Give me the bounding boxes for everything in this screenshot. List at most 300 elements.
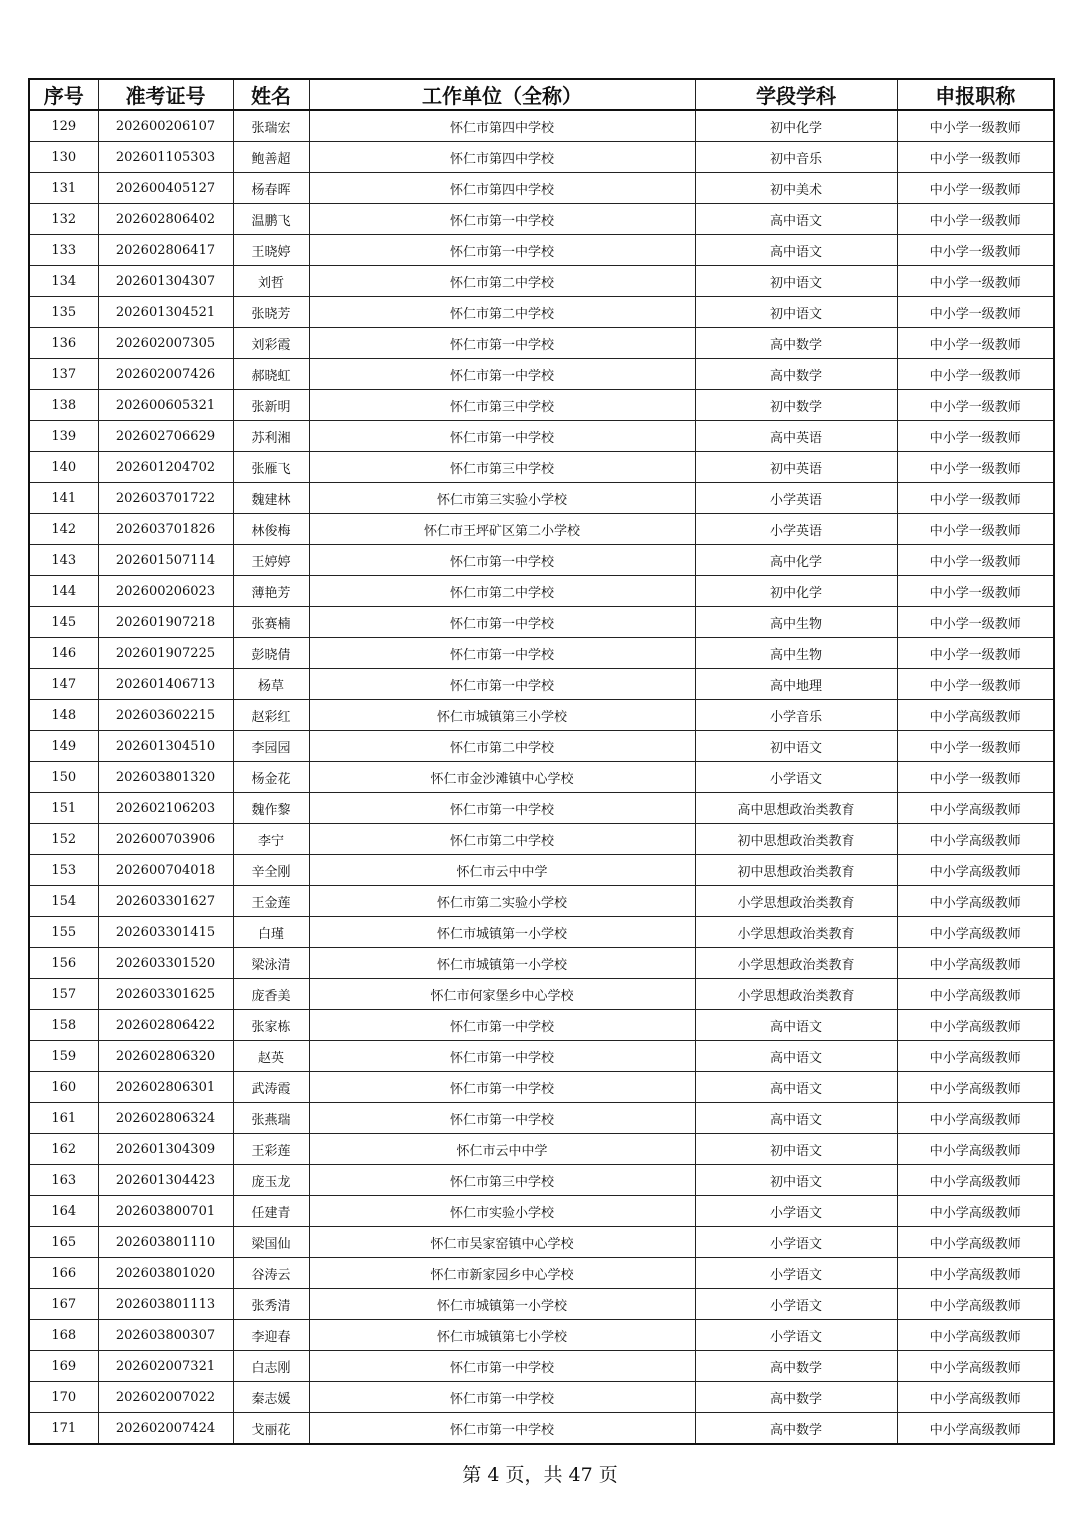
cell-name: 戈丽花 [233, 1413, 309, 1445]
cell-work-unit: 怀仁市新家园乡中心学校 [309, 1258, 695, 1289]
cell-exam-id: 202603301627 [98, 886, 233, 917]
table-row [29, 917, 1054, 948]
cell-serial-no: 155 [29, 917, 98, 948]
cell-name: 郝晓虹 [233, 359, 309, 390]
table-row [29, 483, 1054, 514]
cell-serial-no: 166 [29, 1258, 98, 1289]
cell-serial-no: 154 [29, 886, 98, 917]
cell-exam-id: 202603801110 [98, 1227, 233, 1258]
cell-work-unit: 怀仁市城镇第一小学校 [309, 948, 695, 979]
cell-subject: 初中美术 [695, 173, 897, 204]
cell-exam-id: 202602007305 [98, 328, 233, 359]
cell-subject: 小学语文 [695, 762, 897, 793]
cell-name: 李宁 [233, 824, 309, 855]
cell-exam-id: 202603701826 [98, 514, 233, 545]
cell-title-applied: 中小学一级教师 [897, 576, 1054, 607]
table-row [29, 700, 1054, 731]
cell-work-unit: 怀仁市云中中学 [309, 1134, 695, 1165]
cell-name: 王婷婷 [233, 545, 309, 576]
cell-title-applied: 中小学一级教师 [897, 359, 1054, 390]
cell-name: 王晓婷 [233, 235, 309, 266]
cell-subject: 小学思想政治类教育 [695, 886, 897, 917]
cell-exam-id: 202602007022 [98, 1382, 233, 1413]
table-row [29, 948, 1054, 979]
cell-title-applied: 中小学一级教师 [897, 328, 1054, 359]
cell-work-unit: 怀仁市第二中学校 [309, 824, 695, 855]
table-row [29, 638, 1054, 669]
cell-subject: 高中数学 [695, 1351, 897, 1382]
cell-work-unit: 怀仁市第二实验小学校 [309, 886, 695, 917]
cell-exam-id: 202601204702 [98, 452, 233, 483]
cell-title-applied: 中小学高级教师 [897, 1041, 1054, 1072]
cell-subject: 高中语文 [695, 204, 897, 235]
table-row [29, 855, 1054, 886]
cell-serial-no: 147 [29, 669, 98, 700]
cell-serial-no: 145 [29, 607, 98, 638]
cell-work-unit: 怀仁市第一中学校 [309, 1010, 695, 1041]
cell-name: 薄艳芳 [233, 576, 309, 607]
cell-subject: 小学语文 [695, 1227, 897, 1258]
table-row [29, 421, 1054, 452]
cell-subject: 小学语文 [695, 1320, 897, 1351]
cell-serial-no: 151 [29, 793, 98, 824]
cell-serial-no: 144 [29, 576, 98, 607]
cell-name: 李园园 [233, 731, 309, 762]
cell-name: 杨春晖 [233, 173, 309, 204]
cell-name: 刘彩霞 [233, 328, 309, 359]
cell-serial-no: 132 [29, 204, 98, 235]
cell-exam-id: 202603801020 [98, 1258, 233, 1289]
cell-work-unit: 怀仁市第三中学校 [309, 452, 695, 483]
cell-exam-id: 202600206107 [98, 110, 233, 142]
cell-subject: 高中数学 [695, 359, 897, 390]
cell-subject: 初中音乐 [695, 142, 897, 173]
cell-title-applied: 中小学一级教师 [897, 452, 1054, 483]
cell-exam-id: 202601304309 [98, 1134, 233, 1165]
cell-name: 林俊梅 [233, 514, 309, 545]
cell-title-applied: 中小学高级教师 [897, 1351, 1054, 1382]
cell-name: 鲍善超 [233, 142, 309, 173]
cell-subject: 初中英语 [695, 452, 897, 483]
table-row [29, 514, 1054, 545]
cell-serial-no: 130 [29, 142, 98, 173]
cell-exam-id: 202601105303 [98, 142, 233, 173]
cell-subject: 高中思想政治类教育 [695, 793, 897, 824]
cell-work-unit: 怀仁市第一中学校 [309, 1382, 695, 1413]
table-row [29, 1289, 1054, 1320]
cell-name: 刘哲 [233, 266, 309, 297]
cell-name: 张赛楠 [233, 607, 309, 638]
cell-subject: 高中化学 [695, 545, 897, 576]
cell-name: 辛全刚 [233, 855, 309, 886]
cell-title-applied: 中小学一级教师 [897, 390, 1054, 421]
cell-serial-no: 150 [29, 762, 98, 793]
cell-work-unit: 怀仁市城镇第一小学校 [309, 1289, 695, 1320]
table-row [29, 1134, 1054, 1165]
cell-name: 秦志媛 [233, 1382, 309, 1413]
table-row [29, 235, 1054, 266]
cell-exam-id: 202602806417 [98, 235, 233, 266]
cell-subject: 初中语文 [695, 731, 897, 762]
cell-title-applied: 中小学一级教师 [897, 110, 1054, 142]
cell-subject: 高中数学 [695, 328, 897, 359]
table-row [29, 1258, 1054, 1289]
cell-serial-no: 158 [29, 1010, 98, 1041]
cell-work-unit: 怀仁市城镇第七小学校 [309, 1320, 695, 1351]
cell-title-applied: 中小学一级教师 [897, 235, 1054, 266]
cell-serial-no: 139 [29, 421, 98, 452]
cell-exam-id: 202603301415 [98, 917, 233, 948]
cell-title-applied: 中小学一级教师 [897, 731, 1054, 762]
cell-name: 张瑞宏 [233, 110, 309, 142]
cell-exam-id: 202603800701 [98, 1196, 233, 1227]
cell-serial-no: 137 [29, 359, 98, 390]
cell-name: 李迎春 [233, 1320, 309, 1351]
cell-serial-no: 163 [29, 1165, 98, 1196]
cell-work-unit: 怀仁市第一中学校 [309, 669, 695, 700]
header-subject: 学段学科 [695, 79, 897, 110]
cell-exam-id: 202602007426 [98, 359, 233, 390]
cell-serial-no: 168 [29, 1320, 98, 1351]
cell-name: 任建青 [233, 1196, 309, 1227]
cell-exam-id: 202601304307 [98, 266, 233, 297]
cell-name: 魏作黎 [233, 793, 309, 824]
table-header-row [29, 79, 1054, 110]
cell-subject: 高中语文 [695, 1041, 897, 1072]
cell-work-unit: 怀仁市第四中学校 [309, 110, 695, 142]
header-exam-id: 准考证号 [98, 79, 233, 110]
cell-work-unit: 怀仁市第二中学校 [309, 297, 695, 328]
cell-title-applied: 中小学高级教师 [897, 1010, 1054, 1041]
cell-serial-no: 170 [29, 1382, 98, 1413]
cell-work-unit: 怀仁市城镇第三小学校 [309, 700, 695, 731]
table-row [29, 1010, 1054, 1041]
table-row [29, 1320, 1054, 1351]
cell-subject: 高中数学 [695, 1413, 897, 1445]
table-row [29, 824, 1054, 855]
table-row [29, 1351, 1054, 1382]
cell-subject: 初中思想政治类教育 [695, 855, 897, 886]
cell-title-applied: 中小学一级教师 [897, 545, 1054, 576]
table-row [29, 1413, 1054, 1445]
cell-exam-id: 202601907225 [98, 638, 233, 669]
cell-subject: 初中化学 [695, 110, 897, 142]
cell-title-applied: 中小学高级教师 [897, 1134, 1054, 1165]
table-row [29, 1041, 1054, 1072]
table-row [29, 793, 1054, 824]
cell-serial-no: 148 [29, 700, 98, 731]
cell-title-applied: 中小学高级教师 [897, 1413, 1054, 1445]
cell-subject: 高中生物 [695, 607, 897, 638]
cell-subject: 初中语文 [695, 297, 897, 328]
cell-exam-id: 202603800307 [98, 1320, 233, 1351]
cell-serial-no: 142 [29, 514, 98, 545]
cell-serial-no: 141 [29, 483, 98, 514]
cell-subject: 小学语文 [695, 1289, 897, 1320]
cell-name: 杨金花 [233, 762, 309, 793]
cell-work-unit: 怀仁市第三实验小学校 [309, 483, 695, 514]
cell-name: 白瑾 [233, 917, 309, 948]
cell-name: 温鹏飞 [233, 204, 309, 235]
cell-name: 梁国仙 [233, 1227, 309, 1258]
cell-work-unit: 怀仁市第一中学校 [309, 545, 695, 576]
cell-serial-no: 161 [29, 1103, 98, 1134]
cell-title-applied: 中小学一级教师 [897, 142, 1054, 173]
cell-title-applied: 中小学高级教师 [897, 1103, 1054, 1134]
cell-name: 彭晓倩 [233, 638, 309, 669]
cell-name: 张新明 [233, 390, 309, 421]
table-row [29, 204, 1054, 235]
cell-title-applied: 中小学高级教师 [897, 1382, 1054, 1413]
cell-exam-id: 202601406713 [98, 669, 233, 700]
cell-exam-id: 202600405127 [98, 173, 233, 204]
cell-subject: 高中语文 [695, 235, 897, 266]
cell-name: 梁泳清 [233, 948, 309, 979]
cell-title-applied: 中小学一级教师 [897, 483, 1054, 514]
cell-subject: 高中地理 [695, 669, 897, 700]
cell-serial-no: 167 [29, 1289, 98, 1320]
cell-name: 魏建林 [233, 483, 309, 514]
header-name: 姓名 [233, 79, 309, 110]
cell-title-applied: 中小学一级教师 [897, 638, 1054, 669]
cell-subject: 小学思想政治类教育 [695, 979, 897, 1010]
table-row [29, 173, 1054, 204]
cell-exam-id: 202600704018 [98, 855, 233, 886]
cell-work-unit: 怀仁市第一中学校 [309, 1072, 695, 1103]
cell-subject: 高中生物 [695, 638, 897, 669]
cell-exam-id: 202600206023 [98, 576, 233, 607]
cell-name: 张雁飞 [233, 452, 309, 483]
cell-serial-no: 152 [29, 824, 98, 855]
cell-serial-no: 165 [29, 1227, 98, 1258]
table-row [29, 669, 1054, 700]
table-row [29, 452, 1054, 483]
cell-work-unit: 怀仁市第一中学校 [309, 1041, 695, 1072]
cell-title-applied: 中小学高级教师 [897, 1165, 1054, 1196]
header-work-unit: 工作单位（全称） [309, 79, 695, 110]
cell-serial-no: 169 [29, 1351, 98, 1382]
table-row [29, 762, 1054, 793]
cell-exam-id: 202603801113 [98, 1289, 233, 1320]
cell-subject: 高中语文 [695, 1072, 897, 1103]
cell-serial-no: 129 [29, 110, 98, 142]
cell-exam-id: 202601304510 [98, 731, 233, 762]
cell-work-unit: 怀仁市第三中学校 [309, 390, 695, 421]
table-row [29, 1165, 1054, 1196]
cell-work-unit: 怀仁市实验小学校 [309, 1196, 695, 1227]
cell-serial-no: 157 [29, 979, 98, 1010]
cell-title-applied: 中小学一级教师 [897, 669, 1054, 700]
cell-exam-id: 202601304521 [98, 297, 233, 328]
table-row [29, 886, 1054, 917]
cell-title-applied: 中小学一级教师 [897, 204, 1054, 235]
cell-work-unit: 怀仁市金沙滩镇中心学校 [309, 762, 695, 793]
cell-work-unit: 怀仁市第一中学校 [309, 638, 695, 669]
cell-exam-id: 202602806301 [98, 1072, 233, 1103]
cell-subject: 小学英语 [695, 514, 897, 545]
cell-title-applied: 中小学高级教师 [897, 1320, 1054, 1351]
cell-name: 赵英 [233, 1041, 309, 1072]
cell-name: 张家栋 [233, 1010, 309, 1041]
cell-serial-no: 153 [29, 855, 98, 886]
cell-exam-id: 202602806320 [98, 1041, 233, 1072]
cell-title-applied: 中小学一级教师 [897, 266, 1054, 297]
cell-subject: 高中英语 [695, 421, 897, 452]
cell-title-applied: 中小学高级教师 [897, 1227, 1054, 1258]
cell-exam-id: 202601507114 [98, 545, 233, 576]
cell-work-unit: 怀仁市吴家窑镇中心学校 [309, 1227, 695, 1258]
table-row [29, 1227, 1054, 1258]
cell-serial-no: 159 [29, 1041, 98, 1072]
cell-name: 庞玉龙 [233, 1165, 309, 1196]
cell-title-applied: 中小学一级教师 [897, 514, 1054, 545]
cell-serial-no: 162 [29, 1134, 98, 1165]
cell-work-unit: 怀仁市第四中学校 [309, 142, 695, 173]
cell-work-unit: 怀仁市何家堡乡中心学校 [309, 979, 695, 1010]
cell-exam-id: 202602007424 [98, 1413, 233, 1445]
table-row [29, 110, 1054, 142]
cell-name: 武涛霞 [233, 1072, 309, 1103]
cell-subject: 初中化学 [695, 576, 897, 607]
cell-subject: 高中语文 [695, 1010, 897, 1041]
table-row [29, 1072, 1054, 1103]
cell-work-unit: 怀仁市第一中学校 [309, 1103, 695, 1134]
table-body [29, 110, 1054, 1444]
cell-serial-no: 136 [29, 328, 98, 359]
header-serial-no: 序号 [29, 79, 98, 110]
cell-work-unit: 怀仁市第一中学校 [309, 235, 695, 266]
table-row [29, 576, 1054, 607]
cell-title-applied: 中小学一级教师 [897, 297, 1054, 328]
cell-work-unit: 怀仁市第二中学校 [309, 266, 695, 297]
cell-exam-id: 202601907218 [98, 607, 233, 638]
cell-serial-no: 146 [29, 638, 98, 669]
cell-exam-id: 202602106203 [98, 793, 233, 824]
cell-serial-no: 138 [29, 390, 98, 421]
page-number: 第 4 页，共 47 页 [462, 1464, 618, 1486]
table-row [29, 1103, 1054, 1134]
cell-serial-no: 156 [29, 948, 98, 979]
cell-exam-id: 202602806422 [98, 1010, 233, 1041]
cell-subject: 小学思想政治类教育 [695, 948, 897, 979]
cell-name: 张秀清 [233, 1289, 309, 1320]
cell-title-applied: 中小学高级教师 [897, 948, 1054, 979]
cell-name: 王金莲 [233, 886, 309, 917]
cell-subject: 初中语文 [695, 266, 897, 297]
cell-subject: 小学思想政治类教育 [695, 917, 897, 948]
cell-work-unit: 怀仁市云中中学 [309, 855, 695, 886]
cell-subject: 初中数学 [695, 390, 897, 421]
cell-serial-no: 149 [29, 731, 98, 762]
cell-work-unit: 怀仁市第一中学校 [309, 793, 695, 824]
cell-subject: 初中语文 [695, 1134, 897, 1165]
cell-name: 赵彩红 [233, 700, 309, 731]
cell-subject: 高中数学 [695, 1382, 897, 1413]
cell-title-applied: 中小学一级教师 [897, 421, 1054, 452]
cell-exam-id: 202602806324 [98, 1103, 233, 1134]
table-row [29, 266, 1054, 297]
cell-subject: 初中语文 [695, 1165, 897, 1196]
cell-exam-id: 202602007321 [98, 1351, 233, 1382]
cell-title-applied: 中小学高级教师 [897, 855, 1054, 886]
table-row [29, 979, 1054, 1010]
cell-title-applied: 中小学高级教师 [897, 1196, 1054, 1227]
cell-work-unit: 怀仁市第二中学校 [309, 576, 695, 607]
cell-exam-id: 202603801320 [98, 762, 233, 793]
cell-subject: 小学音乐 [695, 700, 897, 731]
cell-exam-id: 202602706629 [98, 421, 233, 452]
cell-name: 王彩莲 [233, 1134, 309, 1165]
cell-serial-no: 133 [29, 235, 98, 266]
table-row [29, 731, 1054, 762]
cell-work-unit: 怀仁市第二中学校 [309, 731, 695, 762]
cell-serial-no: 160 [29, 1072, 98, 1103]
cell-work-unit: 怀仁市第一中学校 [309, 1351, 695, 1382]
cell-work-unit: 怀仁市第三中学校 [309, 1165, 695, 1196]
cell-name: 谷涛云 [233, 1258, 309, 1289]
cell-name: 张燕瑞 [233, 1103, 309, 1134]
cell-title-applied: 中小学高级教师 [897, 1072, 1054, 1103]
candidate-table [28, 78, 1055, 1445]
cell-title-applied: 中小学高级教师 [897, 1289, 1054, 1320]
cell-work-unit: 怀仁市第一中学校 [309, 421, 695, 452]
cell-work-unit: 怀仁市王坪矿区第二小学校 [309, 514, 695, 545]
cell-subject: 初中思想政治类教育 [695, 824, 897, 855]
cell-exam-id: 202603301520 [98, 948, 233, 979]
table-row [29, 297, 1054, 328]
table-row [29, 607, 1054, 638]
cell-subject: 小学语文 [695, 1258, 897, 1289]
cell-serial-no: 131 [29, 173, 98, 204]
cell-exam-id: 202603602215 [98, 700, 233, 731]
cell-serial-no: 143 [29, 545, 98, 576]
table-row [29, 390, 1054, 421]
cell-work-unit: 怀仁市第一中学校 [309, 607, 695, 638]
cell-title-applied: 中小学高级教师 [897, 700, 1054, 731]
cell-serial-no: 135 [29, 297, 98, 328]
cell-title-applied: 中小学高级教师 [897, 793, 1054, 824]
cell-subject: 小学语文 [695, 1196, 897, 1227]
cell-name: 白志刚 [233, 1351, 309, 1382]
table-row [29, 142, 1054, 173]
cell-name: 杨草 [233, 669, 309, 700]
table-row [29, 545, 1054, 576]
cell-title-applied: 中小学高级教师 [897, 1258, 1054, 1289]
cell-exam-id: 202600703906 [98, 824, 233, 855]
cell-title-applied: 中小学一级教师 [897, 607, 1054, 638]
cell-name: 庞香美 [233, 979, 309, 1010]
cell-serial-no: 134 [29, 266, 98, 297]
table-row [29, 359, 1054, 390]
cell-work-unit: 怀仁市城镇第一小学校 [309, 917, 695, 948]
cell-exam-id: 202603701722 [98, 483, 233, 514]
cell-exam-id: 202602806402 [98, 204, 233, 235]
cell-name: 苏利湘 [233, 421, 309, 452]
cell-work-unit: 怀仁市第一中学校 [309, 204, 695, 235]
table-row [29, 1196, 1054, 1227]
cell-name: 张晓芳 [233, 297, 309, 328]
cell-serial-no: 171 [29, 1413, 98, 1445]
header-title-applied: 申报职称 [897, 79, 1054, 110]
table-row [29, 1382, 1054, 1413]
cell-serial-no: 164 [29, 1196, 98, 1227]
cell-subject: 小学英语 [695, 483, 897, 514]
cell-work-unit: 怀仁市第一中学校 [309, 359, 695, 390]
cell-title-applied: 中小学高级教师 [897, 979, 1054, 1010]
cell-title-applied: 中小学高级教师 [897, 886, 1054, 917]
cell-exam-id: 202600605321 [98, 390, 233, 421]
cell-title-applied: 中小学一级教师 [897, 762, 1054, 793]
